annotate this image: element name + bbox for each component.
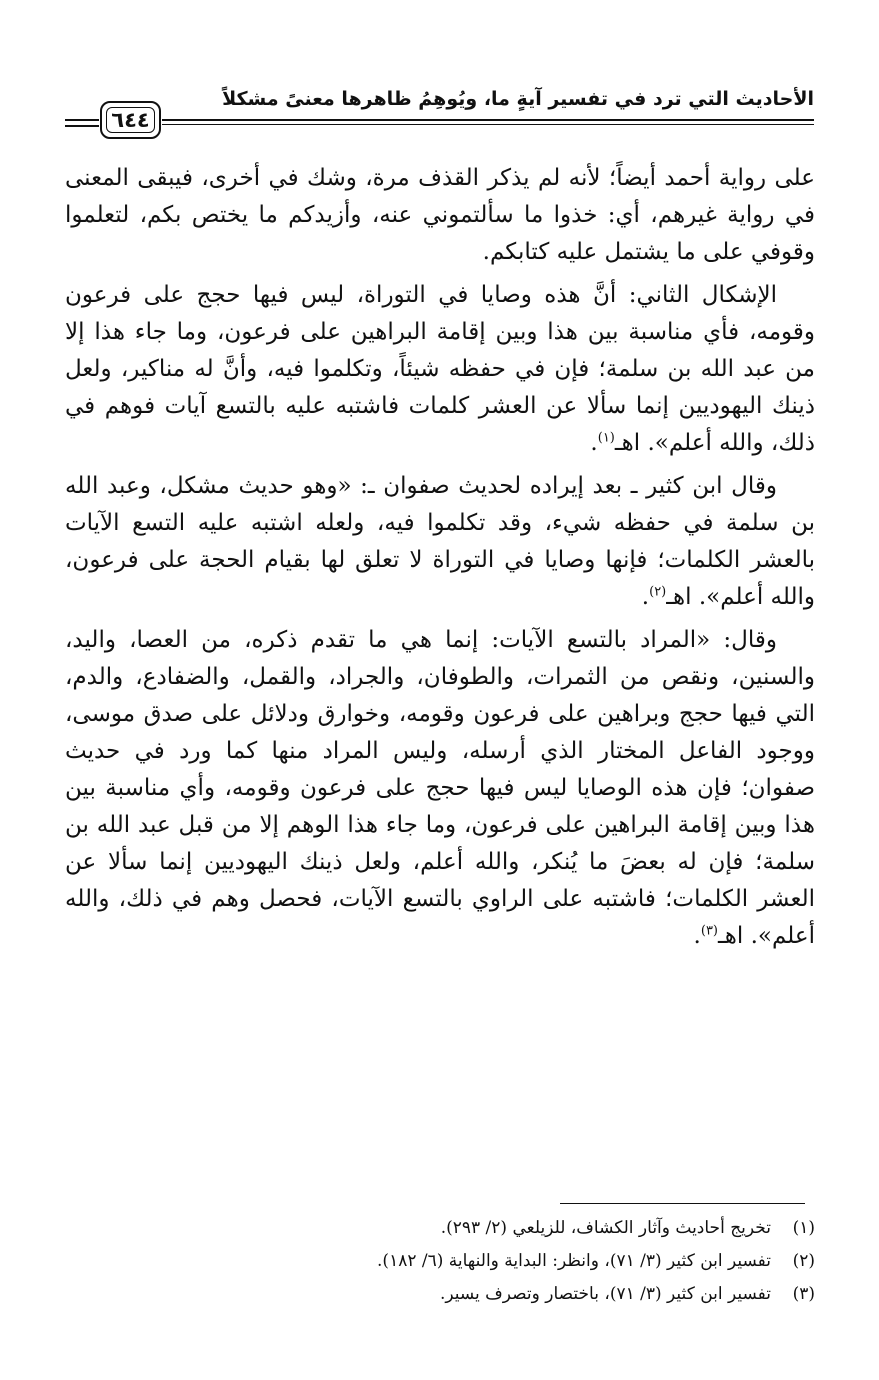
footnote-number: (١) (792, 1218, 815, 1238)
paragraph: على رواية أحمد أيضاً؛ لأنه لم يذكر القذف مرة، وشك في أخرى، فيبقى المعنى في رواية غيرهم، أي: خذوا ما سألتموني عنه، وأزيدكم ما يختص بكم، لتعلموا وقوفي على ما يشتمل عليه كتابكم. (65, 165, 815, 265)
page-number: ٦٤٤ (111, 108, 150, 132)
header-rule-thin (162, 124, 814, 125)
footnote-ref[interactable]: (٣) (700, 923, 718, 939)
footnote (65, 1278, 815, 1311)
footnote (65, 1212, 815, 1245)
footnote-ref[interactable]: (١) (597, 430, 615, 446)
running-title: الأحاديث التي ترد في تفسير آيةٍ ما، ويُوهِمُ ظاهرها معنىً مشكلاً (222, 88, 814, 110)
footnote-ref[interactable]: (٢) (649, 584, 667, 600)
page-number-frame (100, 101, 161, 139)
paragraph: وقال ابن كثير ـ بعد إيراده لحديث صفوان ـ: «وهو حديث مشكل، وعبد الله بن سلمة في حفظه شيء، وقد تكلموا فيه، ولعله اشتبه عليه التسع الآيات بالعشر الكلمات؛ فإنها وصايا في التوراة لا تعلق لها بقيام الحجة على فرعون، والله أعلم». اهـ$^{(٢)}$. (65, 473, 815, 610)
header-rule-left-thin (65, 125, 99, 127)
footnote-number: (٣) (792, 1284, 815, 1304)
footnote-text: تفسير ابن كثير (٣/ ٧١)، باختصار وتصرف يسير. (439, 1284, 771, 1304)
body-text (65, 160, 815, 961)
paragraph: وقال: «المراد بالتسع الآيات: إنما هي ما تقدم ذكره، من العصا، واليد، والسنين، ونقص من الثمرات، والطوفان، والجراد، والقمل، والضفادع، والدم، التي فيها حجج وبراهين على فرعون وقومه، وخوارق ودلائل على صدق موسى، ووجود الفاعل المختار الذي أرسله، وليس المراد منها كما ورد في حديث صفوان؛ فإن هذه الوصايا ليس فيها حجج على فرعون وقومه، وأي مناسبة بين هذا وبين إقامة البراهين على فرعون، وما جاء هذا الوهم إلا من قبل عبد الله بن سلمة؛ فإن له بعضَ ما يُنكر، والله أعلم، ولعل ذينك اليهوديين إنما سألا عن العشر الكلمات؛ فاشتبه على الراوي بالتسع الآيات، فحصل وهم في ذلك، والله أعلم». اهـ$^{(٣)}$. (65, 627, 815, 949)
header-rule-left (65, 119, 99, 121)
footnote-text: تفسير ابن كثير (٣/ ٧١)، وانظر: البداية والنهاية (٦/ ١٨٢). (377, 1251, 771, 1271)
header-rule (162, 119, 814, 121)
paragraph: الإشكال الثاني: أنَّ هذه وصايا في التوراة، ليس فيها حجج على فرعون وقومه، فأي مناسبة بين هذا وبين إقامة البراهين على فرعون، وما جاء هذا إلا من عبد الله بن سلمة؛ فإن في حفظه شيئاً، وتكلموا فيه، وأنَّ له مناكير، ولعل ذينك اليهوديين إنما سألا عن العشر كلمات فاشتبه عليه بالتسع آيات فوهم في ذلك، والله أعلم». اهـ$^{(١)}$. (65, 282, 815, 456)
footnote-text: تخريج أحاديث وآثار الكشاف، للزيلعي (٢/ ٢٩٣). (440, 1218, 771, 1238)
footnote (65, 1245, 815, 1278)
footnote-number: (٢) (792, 1251, 815, 1271)
footnote-separator (560, 1203, 805, 1204)
footnotes (65, 1212, 815, 1311)
